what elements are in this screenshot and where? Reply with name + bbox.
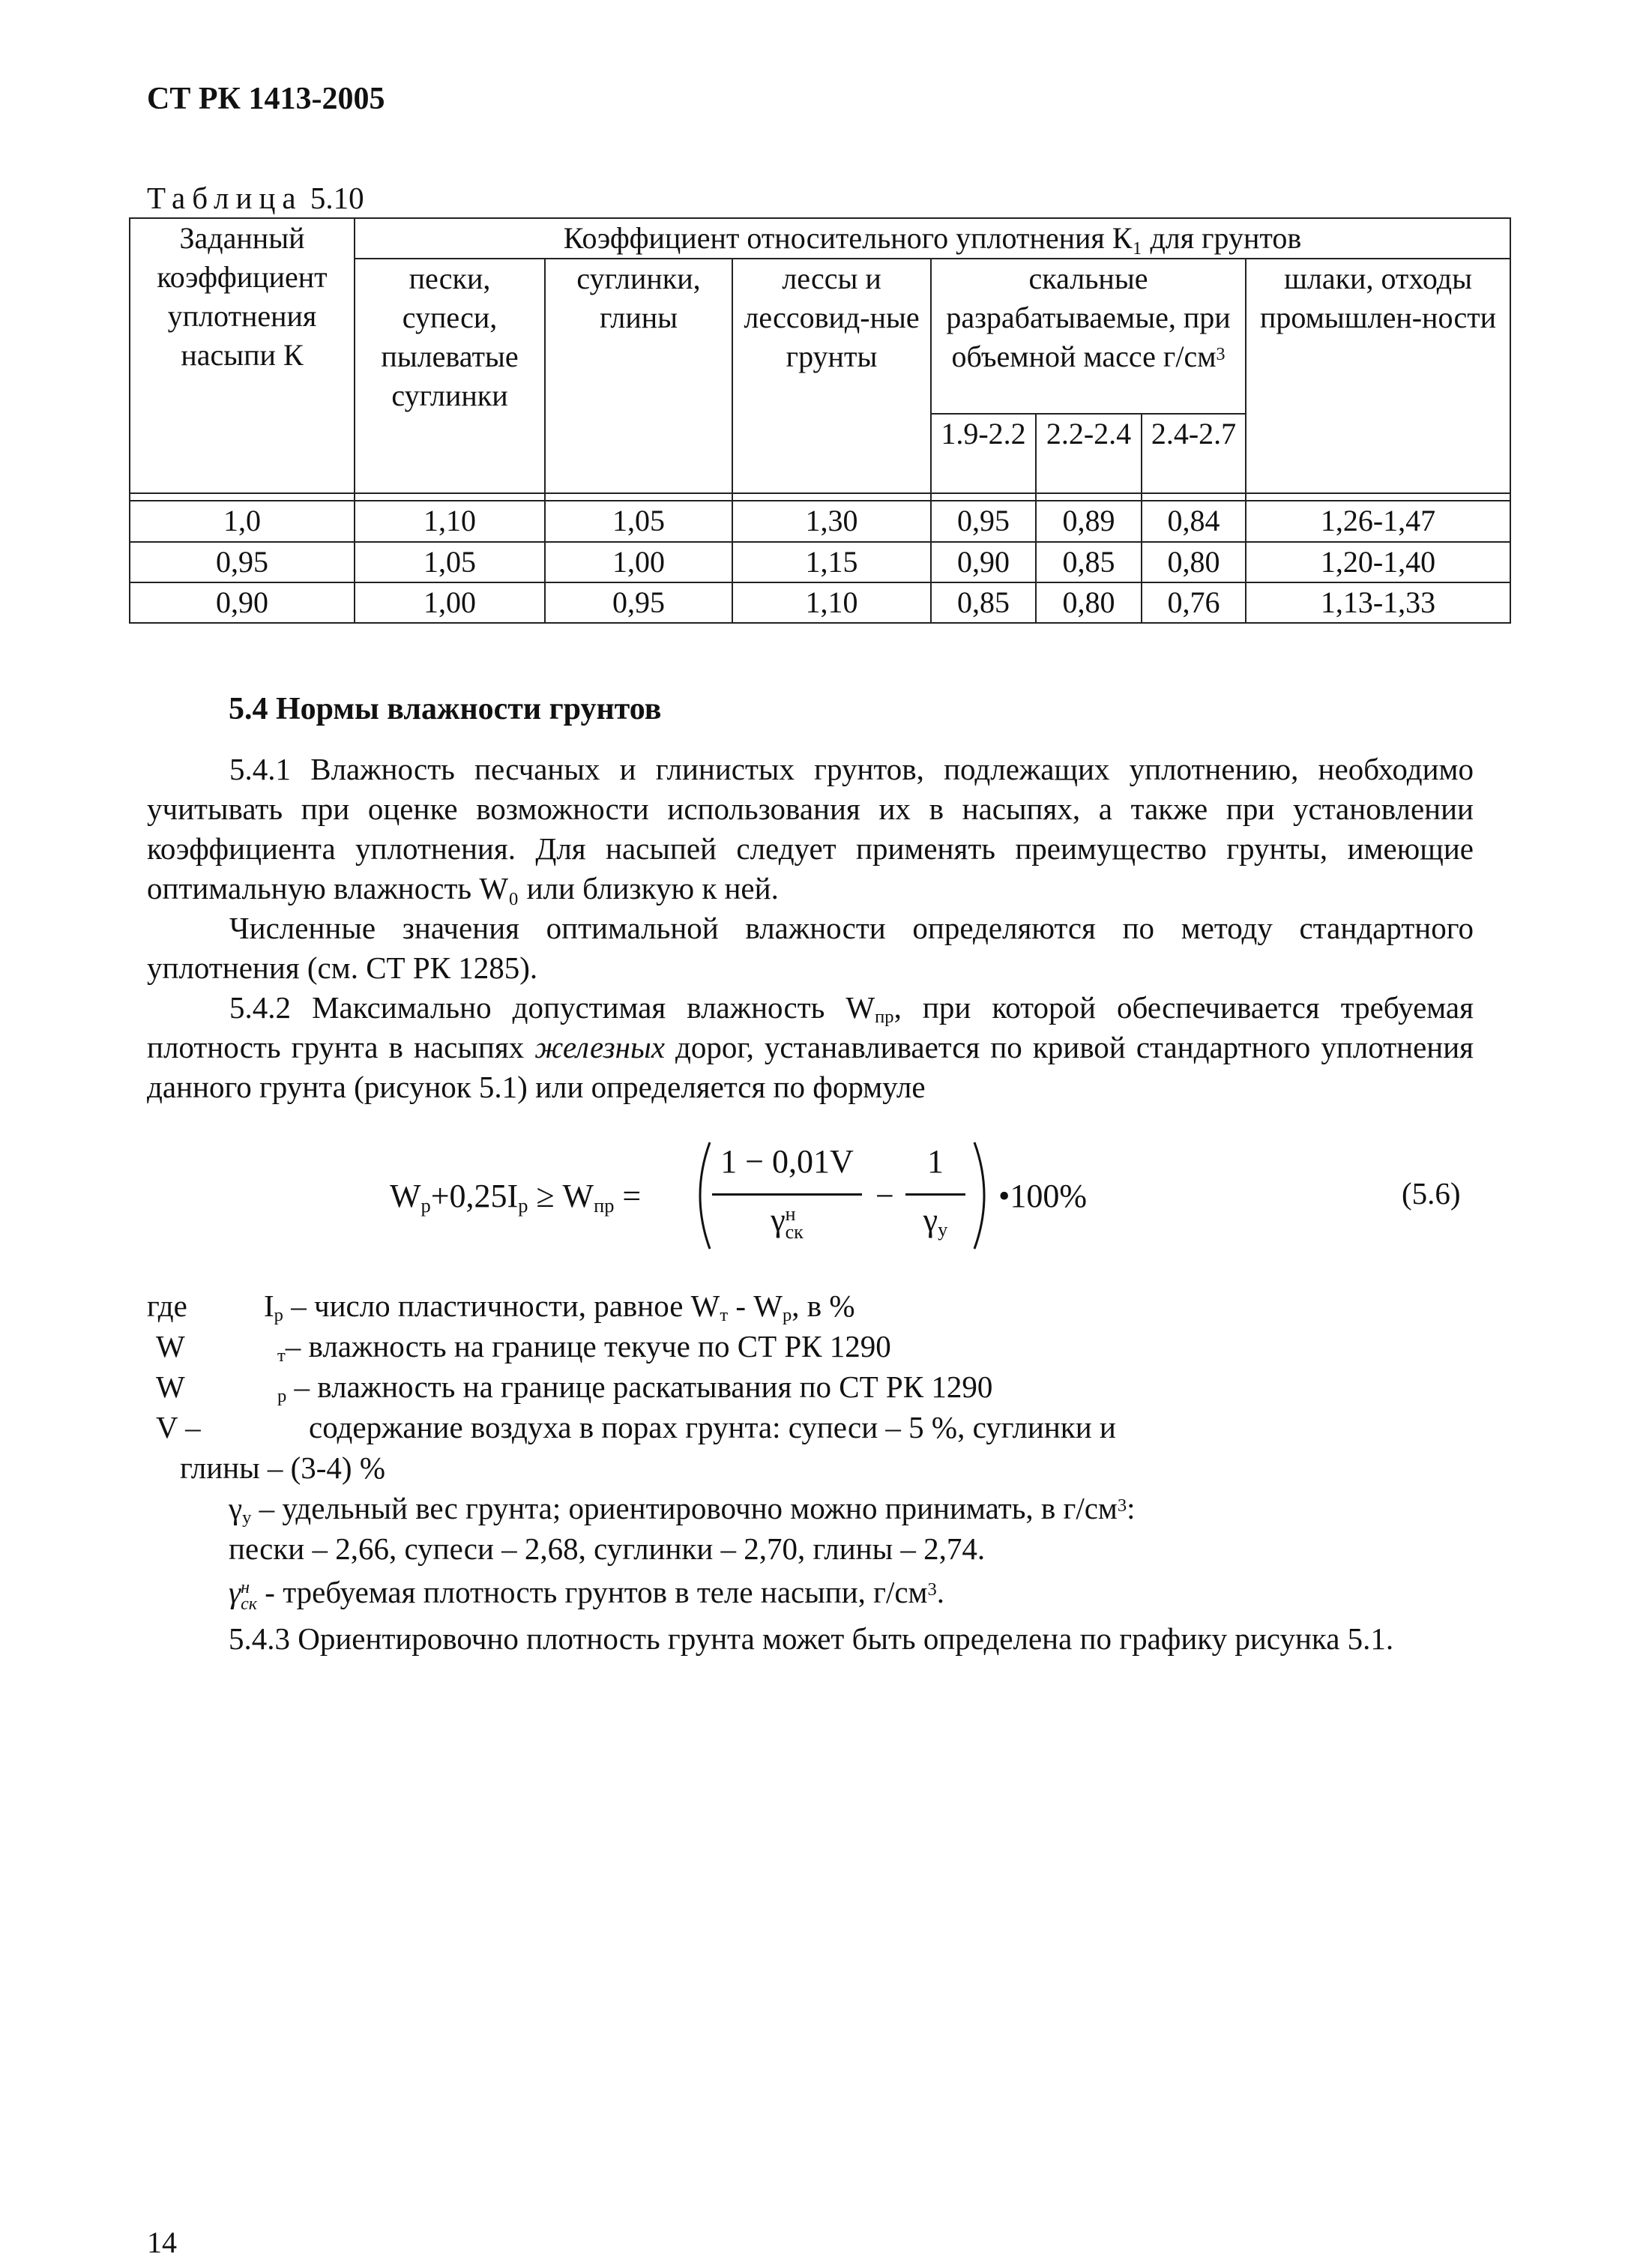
p542-sub: пр <box>875 1007 894 1028</box>
table-cell: 1,00 <box>545 542 732 582</box>
table-row <box>130 582 1510 623</box>
formula-numerator: 1 − 0,01V <box>720 1143 854 1180</box>
table-cell: 0,76 <box>1142 582 1246 623</box>
header-given-coefficient: Заданный коэффициент уплотнения насыпи К <box>130 218 355 493</box>
table-cell: 1,15 <box>732 542 931 582</box>
header-rock-text: скальные разрабатываемые, при объемной массе г/см <box>946 262 1231 374</box>
def-gsk-sub: ск <box>241 1594 258 1614</box>
def-gy-text: – удельный вес грунта; ориентировочно можно принимать, в г/см <box>251 1491 1118 1525</box>
table-cell: 1,05 <box>355 542 545 582</box>
def-ip-sub: р <box>274 1305 283 1326</box>
def-ip-text: – число пластичности, равное W <box>283 1289 720 1323</box>
table-cell: 0,80 <box>1142 542 1246 582</box>
formula-sub-pr: пр <box>594 1193 615 1217</box>
table-caption <box>147 180 364 216</box>
definition-v: содержание воздуха в порах грунта: супеси – 5 %, суглинки и <box>309 1410 1116 1444</box>
doc-code-header: СТ РК 1413-2005 <box>147 82 385 116</box>
table-caption-number: 5.10 <box>310 181 364 215</box>
table-cell: 0,95 <box>931 501 1036 541</box>
definition-wp-sym: W <box>156 1369 185 1404</box>
header-loams-clays: суглинки, глины <box>545 259 732 493</box>
def-gsk-sup: н <box>241 1577 250 1597</box>
right-paren-icon <box>968 1139 998 1252</box>
formula-minus: − <box>875 1178 894 1214</box>
definition-ip <box>264 1288 855 1324</box>
table-cell: 1,10 <box>732 582 931 623</box>
definition-wt-sym: W <box>156 1329 185 1363</box>
formula-denominator <box>712 1201 862 1241</box>
definition-gamma-sk <box>229 1574 944 1612</box>
def-gsk-sup2: 3 <box>927 1579 937 1600</box>
section-title: 5.4 Нормы влажности грунтов <box>229 692 662 726</box>
paragraph-5-4-1-values: Численные значения оптимальной влажности определяются по методу стандартного уплотнения (см. СТ РК 1285). <box>147 911 1474 985</box>
def-gy-sub: у <box>242 1507 252 1528</box>
formula-equals: = <box>622 1178 642 1214</box>
def-gsk-text: - требуемая плотность грунтов в теле насыпи, г/см <box>257 1575 928 1609</box>
table-cell: 1,26-1,47 <box>1246 501 1510 541</box>
formula-gamma-sub: ск <box>785 1220 804 1243</box>
header-loess: лессы и лессовид-ные грунты <box>732 259 931 493</box>
table-cell: 1,30 <box>732 501 931 541</box>
table-cell: 0,85 <box>1036 542 1142 582</box>
formula-gamma-y <box>905 1201 965 1239</box>
formula-one: 1 <box>927 1143 944 1180</box>
header-sands: пески, супеси, пылеватые суглинки <box>355 259 545 493</box>
formula-gamma-y-sym: γ <box>923 1202 938 1238</box>
def-ip-sub-p: р <box>782 1305 792 1326</box>
definitions-where: где <box>147 1289 187 1323</box>
fraction-bar <box>712 1193 862 1196</box>
table-row <box>130 542 1510 582</box>
formula-lhs <box>390 1177 641 1215</box>
formula-plus-ip: +0,25I <box>430 1178 519 1214</box>
left-paren-icon <box>686 1139 716 1252</box>
table-cell: 0,95 <box>545 582 732 623</box>
page-number: 14 <box>147 2226 177 2259</box>
def-wt-sub: т <box>277 1346 286 1366</box>
def-ip-end: , в % <box>792 1289 855 1323</box>
paragraph-5-4-3: 5.4.3 Ориентировочно плотность грунта может быть определена по графику рисунка 5.1. <box>229 1621 1394 1656</box>
table-cell: 0,84 <box>1142 501 1246 541</box>
table-cell: 1,05 <box>545 501 732 541</box>
definition-wp <box>277 1369 992 1405</box>
p542-italic: железных <box>534 1030 665 1064</box>
table-row <box>130 501 1510 541</box>
def-wt-text: – влажность на границе текуче по СТ РК 1290 <box>285 1329 891 1363</box>
p542-text-b: , при которой обеспечивается требуемая плотность грунта в насыпях <box>147 990 1474 1064</box>
def-gsk-sym: γ <box>229 1575 241 1609</box>
def-wp-sub: р <box>277 1386 287 1407</box>
def-gy-end: : <box>1127 1491 1136 1525</box>
def-gy-sup: 3 <box>1117 1495 1127 1516</box>
paragraph-5-4-2 <box>147 988 1474 1107</box>
header-slags: шлаки, отходы промышлен-ности <box>1246 259 1510 493</box>
header-rock-sub-3: 2.4-2.7 <box>1142 414 1246 493</box>
table-cell: 0,95 <box>130 542 355 582</box>
def-ip-sym: I <box>264 1289 274 1323</box>
definition-gamma-y <box>229 1490 1136 1526</box>
definition-v-sym: V – <box>156 1410 201 1444</box>
formula-ge-w: ≥ W <box>536 1178 594 1214</box>
formula-gamma-sup: н <box>785 1202 796 1225</box>
formula-number: (5.6) <box>1402 1176 1461 1211</box>
header-rock <box>931 259 1246 414</box>
definition-gamma-y-cont: пески – 2,66, супеси – 2,68, суглинки – 2,70, глины – 2,74. <box>229 1531 986 1566</box>
table-cell: 1,00 <box>355 582 545 623</box>
def-gy-sym: γ <box>229 1491 243 1525</box>
table-cell: 0,80 <box>1036 582 1142 623</box>
def-wp-text: – влажность на границе раскатывания по СТ РК 1290 <box>286 1369 993 1404</box>
formula-gamma-y-sub: у <box>938 1217 948 1241</box>
formula-sub-p: р <box>420 1193 431 1217</box>
table-caption-word: Таблица <box>147 181 303 215</box>
p542-text-a: 5.4.2 Максимально допустимая влажность W <box>229 990 875 1025</box>
compaction-coefficient-table <box>129 217 1511 624</box>
header-relative-compaction-group: Коэффициент относительного уплотнения К₁ для грунтов <box>355 218 1510 259</box>
definition-v-cont: глины – (3-4) % <box>180 1450 385 1485</box>
def-gsk-end: . <box>936 1575 945 1609</box>
table-cell: 1,20-1,40 <box>1246 542 1510 582</box>
table-cell: 0,89 <box>1036 501 1142 541</box>
formula-times-100: •100% <box>998 1178 1088 1214</box>
table-cell: 1,13-1,33 <box>1246 582 1510 623</box>
formula-w: W <box>390 1178 421 1214</box>
header-rock-sub-1: 1.9-2.2 <box>931 414 1036 493</box>
def-ip-mid: - W <box>728 1289 783 1323</box>
fraction-bar-2 <box>905 1193 965 1196</box>
formula-5-6 <box>390 1139 1477 1252</box>
table-cell: 0,85 <box>931 582 1036 623</box>
header-rock-sup: 3 <box>1216 344 1226 364</box>
header-rock-sub-2: 2.2-2.4 <box>1036 414 1142 493</box>
table-cell: 0,90 <box>931 542 1036 582</box>
formula-sub-p2: р <box>518 1193 528 1217</box>
formula-gamma: γ <box>771 1202 786 1238</box>
table-cell: 0,90 <box>130 582 355 623</box>
p542-text-c: дорог, устанавливается по кривой стандартного уплотнения данного грунта (рисунок 5.1) или определяется по формуле <box>147 1030 1474 1104</box>
table-cell: 1,10 <box>355 501 545 541</box>
def-ip-sub-t: т <box>720 1305 729 1326</box>
definition-wt <box>277 1328 891 1364</box>
table-cell: 1,0 <box>130 501 355 541</box>
paragraph-5-4-1: 5.4.1 Влажность песчаных и глинистых грунтов, подлежащих уплотнению, необходимо учитывать при оценке возможности использования их в насыпях, а также при установлении коэффициента уплотнения. Для насыпей следует применять преимущество грунты, имеющие оптимальную влажность W₀ или близкую к ней. <box>147 752 1474 905</box>
